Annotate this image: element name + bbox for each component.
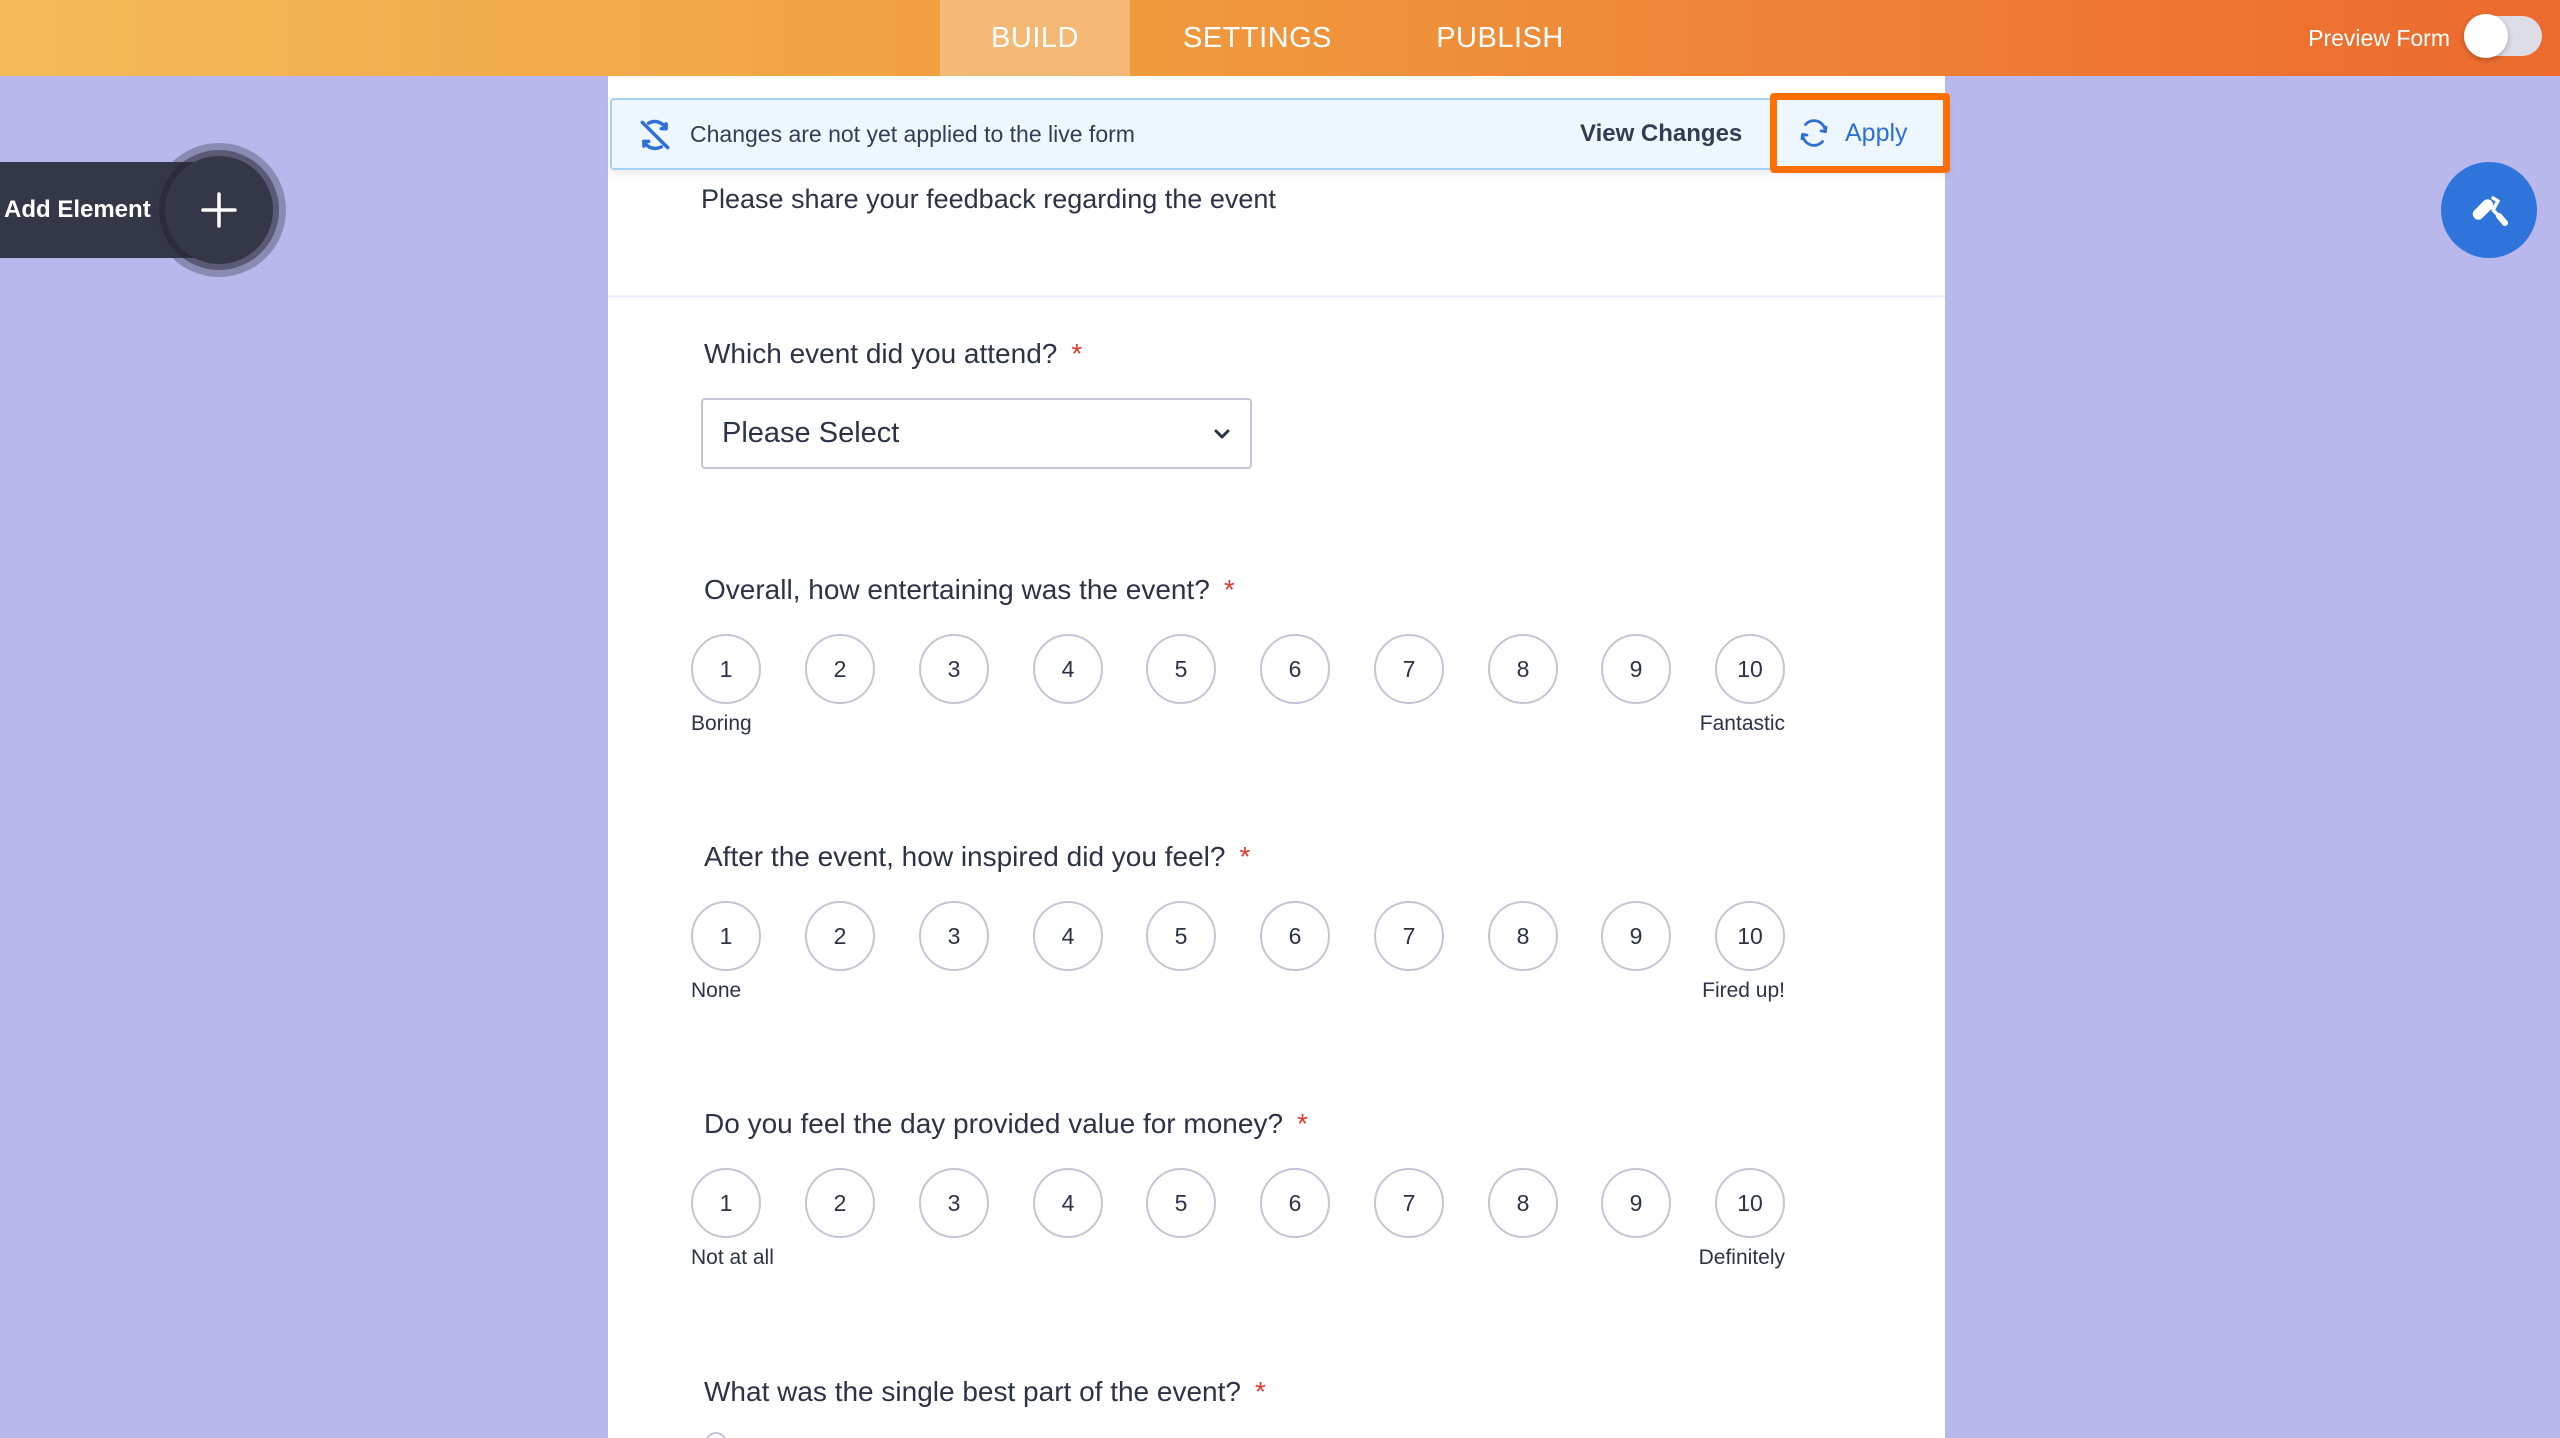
scale-option-1[interactable]: 1 (691, 901, 761, 971)
add-element-button[interactable] (165, 156, 273, 264)
scale-option-2[interactable]: 2 (805, 634, 875, 704)
question-label-value-for-money (704, 1108, 1308, 1140)
scale-option-9[interactable]: 9 (1601, 901, 1671, 971)
tab-settings[interactable]: SETTINGS (1182, 21, 1332, 54)
scale-min-label: Boring (691, 712, 752, 735)
question-label-event-attended (704, 338, 1082, 370)
tab-build[interactable]: BUILD (940, 0, 1130, 76)
scale-rating-value-for-money (691, 1168, 1785, 1240)
scale-option-6[interactable]: 6 (1260, 634, 1330, 704)
scale-option-10[interactable]: 10 (1715, 634, 1785, 704)
scale-option-8[interactable]: 8 (1488, 634, 1558, 704)
scale-max-label: Definitely (1698, 1246, 1785, 1269)
apply-label: Apply (1845, 118, 1908, 147)
tab-publish[interactable]: PUBLISH (1436, 21, 1564, 54)
scale-option-1[interactable]: 1 (691, 1168, 761, 1238)
scale-option-4[interactable]: 4 (1033, 901, 1103, 971)
question-label-entertaining (704, 574, 1235, 606)
scale-option-9[interactable]: 9 (1601, 634, 1671, 704)
apply-button[interactable] (1770, 93, 1950, 173)
scale-option-3[interactable]: 3 (919, 1168, 989, 1238)
question-text: What was the single best part of the event? (704, 1376, 1241, 1407)
question-text: Do you feel the day provided value for money? (704, 1108, 1284, 1139)
event-dropdown[interactable] (701, 398, 1252, 469)
scale-max-label: Fired up! (1702, 979, 1785, 1002)
question-text: After the event, how inspired did you feel? (704, 841, 1226, 872)
scale-option-7[interactable]: 7 (1374, 1168, 1444, 1238)
scale-option-6[interactable]: 6 (1260, 1168, 1330, 1238)
section-divider (608, 295, 1945, 298)
question-label-inspired (704, 841, 1250, 873)
refresh-icon (1797, 116, 1831, 150)
preview-form-toggle[interactable] (2464, 16, 2542, 56)
question-text: Which event did you attend? (704, 338, 1058, 369)
scale-option-2[interactable]: 2 (805, 1168, 875, 1238)
scale-option-4[interactable]: 4 (1033, 1168, 1103, 1238)
scale-option-4[interactable]: 4 (1033, 634, 1103, 704)
required-asterisk: * (1297, 1108, 1308, 1139)
scale-option-1[interactable]: 1 (691, 634, 761, 704)
scale-option-6[interactable]: 6 (1260, 901, 1330, 971)
required-asterisk: * (1071, 338, 1083, 369)
dropdown-placeholder: Please Select (722, 417, 900, 449)
chevron-down-icon (1212, 426, 1232, 442)
question-text: Overall, how entertaining was the event? (704, 574, 1210, 605)
scale-max-label: Fantastic (1699, 712, 1785, 735)
scale-option-10[interactable]: 10 (1715, 901, 1785, 971)
scale-option-7[interactable]: 7 (1374, 901, 1444, 971)
scale-min-label: None (691, 979, 742, 1002)
scale-rating-inspired (691, 901, 1785, 973)
question-label-best-part (704, 1376, 1266, 1408)
scale-option-3[interactable]: 3 (919, 634, 989, 704)
preview-form-label: Preview Form (2308, 24, 2450, 51)
paint-roller-icon (2465, 186, 2513, 234)
banner-message: Changes are not yet applied to the live form (690, 120, 1135, 147)
plus-icon (199, 190, 239, 230)
top-navigation-bar (0, 0, 2560, 76)
scale-option-7[interactable]: 7 (1374, 634, 1444, 704)
scale-min-label: Not at all (691, 1246, 774, 1269)
scale-option-5[interactable]: 5 (1146, 1168, 1216, 1238)
scale-option-10[interactable]: 10 (1715, 1168, 1785, 1238)
scale-option-2[interactable]: 2 (805, 901, 875, 971)
scale-option-3[interactable]: 3 (919, 901, 989, 971)
required-asterisk: * (1239, 841, 1251, 872)
required-asterisk: * (1223, 574, 1235, 605)
unapplied-changes-banner (610, 98, 1950, 170)
form-designer-button[interactable] (2441, 162, 2537, 258)
scale-option-8[interactable]: 8 (1488, 1168, 1558, 1238)
toggle-knob (2464, 14, 2508, 58)
add-element-label: Add Element (4, 196, 151, 223)
view-changes-button[interactable]: View Changes (1580, 120, 1743, 147)
scale-option-9[interactable]: 9 (1601, 1168, 1671, 1238)
scale-option-8[interactable]: 8 (1488, 901, 1558, 971)
scale-rating-entertaining (691, 634, 1785, 706)
scale-option-5[interactable]: 5 (1146, 901, 1216, 971)
required-asterisk: * (1254, 1376, 1266, 1407)
sync-off-icon (636, 116, 674, 154)
form-intro-text: Please share your feedback regarding the event (701, 184, 1276, 214)
scale-option-5[interactable]: 5 (1146, 634, 1216, 704)
